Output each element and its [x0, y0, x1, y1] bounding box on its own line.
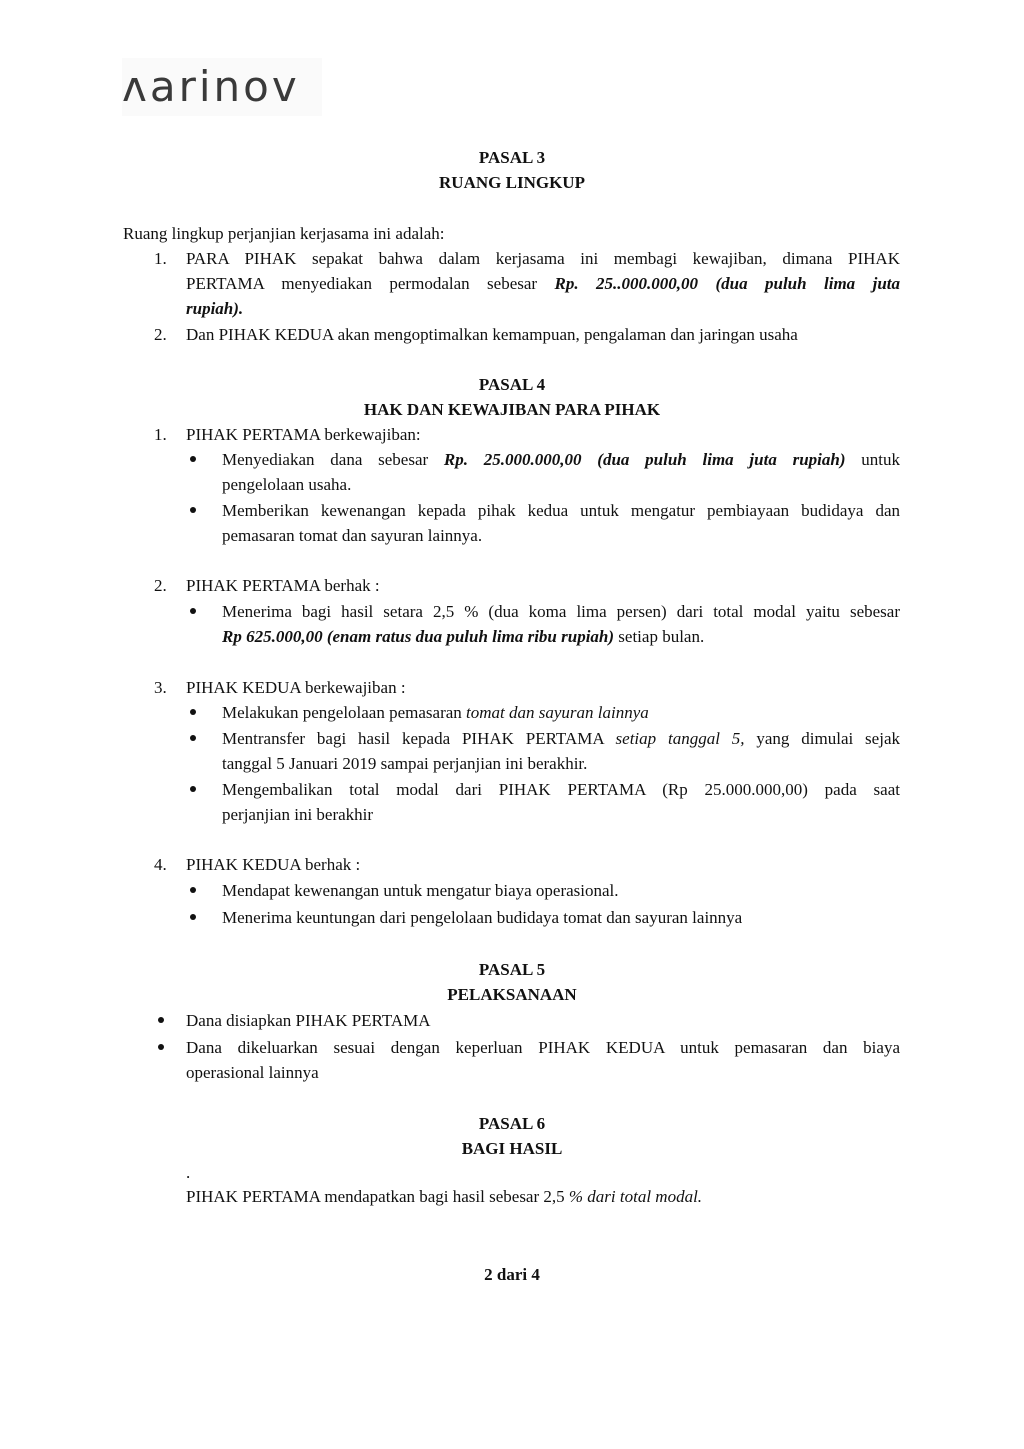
- company-logo: [122, 58, 322, 116]
- pasal4-s1-b2-line1: Memberikan kewenangan kepada pihak kedua untuk mengatur pembiayaan budidaya dan: [222, 501, 900, 520]
- pasal4-s3-heading: PIHAK KEDUA berkewajiban :: [186, 678, 406, 697]
- pasal5-number: PASAL 5: [478, 960, 546, 979]
- pasal4-s1-b1-amount: Rp. 25.000.000,00 (dua puluh lima juta rupiah): [443, 450, 846, 469]
- pasal6-dot: .: [186, 1163, 191, 1182]
- pasal4-s3-b1-italic: tomat dan sayuran lainnya: [466, 703, 649, 722]
- pasal3-item1-line2-text: PERTAMA menyediakan permodalan sebesar: [186, 274, 555, 293]
- pasal4-s1-b1-line2: pengelolaan usaha.: [222, 475, 352, 494]
- pasal4-s3-b3-line2: perjanjian ini berakhir: [222, 805, 374, 824]
- pasal3-item1-amount: Rp. 25..000.000,00 (dua puluh lima juta: [554, 274, 900, 293]
- bullet-icon: [190, 735, 196, 741]
- pasal5-b2-line1: Dana dikeluarkan sesuai dengan keperluan PIHAK KEDUA untuk pemasaran dan biaya: [186, 1038, 900, 1057]
- pasal4-s3-b1-text: Melakukan pengelolaan pemasaran: [222, 703, 467, 722]
- pasal4-s3-b1: [222, 700, 649, 725]
- pasal4-s2-b1-line2: [222, 624, 704, 649]
- pasal4-s3-b2-line1: [222, 726, 900, 751]
- pasal4-s3-b2-italic: setiap tanggal 5,: [615, 729, 745, 748]
- pasal5-title: PELAKSANAAN: [447, 985, 577, 1004]
- pasal3-item2-number: 2.: [154, 325, 167, 344]
- pasal3-item2-text: Dan PIHAK KEDUA akan mengoptimalkan kemampuan, pengalaman dan jaringan usaha: [186, 325, 798, 344]
- bullet-icon: [190, 709, 196, 715]
- pasal3-item1-line2: [186, 271, 900, 296]
- pasal4-s1-b1-line1: [222, 447, 900, 472]
- bullet-icon: [190, 887, 196, 893]
- pasal3-number: PASAL 3: [478, 148, 546, 167]
- pasal4-s3-b2-tail: yang dimulai sejak: [744, 729, 900, 748]
- bullet-icon: [190, 786, 196, 792]
- pasal6-text-main: PIHAK PERTAMA mendapatkan bagi hasil sebesar 2,5: [186, 1187, 569, 1206]
- pasal4-s3-number: 3.: [154, 678, 167, 697]
- pasal4-s1-b2-line2: pemasaran tomat dan sayuran lainnya.: [222, 526, 483, 545]
- pasal6-text: [186, 1184, 702, 1209]
- pasal3-item1-line1: PARA PIHAK sepakat bahwa dalam kerjasama ini membagi kewajiban, dimana PIHAK: [186, 249, 900, 268]
- page-number: 2 dari 4: [484, 1265, 540, 1284]
- pasal5-b2-line2: operasional lainnya: [186, 1063, 319, 1082]
- pasal3-intro: Ruang lingkup perjanjian kerjasama ini adalah:: [123, 224, 445, 243]
- bullet-icon: [158, 1044, 164, 1050]
- bullet-icon: [190, 914, 196, 920]
- bullet-icon: [190, 608, 196, 614]
- pasal4-s1-b1-tail: untuk: [845, 450, 900, 469]
- pasal4-s2-heading: PIHAK PERTAMA berhak :: [186, 576, 380, 595]
- logo-text: ʌarinov: [122, 62, 300, 111]
- pasal4-s1-heading: PIHAK PERTAMA berkewajiban:: [186, 425, 421, 444]
- pasal4-s4-number: 4.: [154, 855, 167, 874]
- pasal3-item1-number: 1.: [154, 249, 167, 268]
- pasal4-s1-number: 1.: [154, 425, 167, 444]
- bullet-icon: [190, 456, 196, 462]
- pasal4-s4-heading: PIHAK KEDUA berhak :: [186, 855, 361, 874]
- pasal4-s2-b1-tail: setiap bulan.: [614, 627, 705, 646]
- pasal3-item1-line3: rupiah).: [186, 299, 244, 318]
- pasal6-text-italic: % dari total modal.: [568, 1187, 703, 1206]
- pasal6-title: BAGI HASIL: [461, 1139, 563, 1158]
- pasal4-s3-b3-line1: Mengembalikan total modal dari PIHAK PERTAMA (Rp 25.000.000,00) pada saat: [222, 780, 900, 799]
- pasal4-s3-b2-text: Mentransfer bagi hasil kepada PIHAK PERTAMA: [222, 729, 616, 748]
- pasal4-s2-b1-amount: Rp 625.000,00 (enam ratus dua puluh lima ribu rupiah): [222, 627, 615, 646]
- pasal5-b1: Dana disiapkan PIHAK PERTAMA: [186, 1011, 431, 1030]
- pasal4-s1-b1-text: Menyediakan dana sebesar: [222, 450, 444, 469]
- pasal3-title: RUANG LINGKUP: [439, 173, 585, 192]
- pasal4-s4-b1: Mendapat kewenangan untuk mengatur biaya operasional.: [222, 881, 619, 900]
- bullet-icon: [158, 1017, 164, 1023]
- pasal4-title: HAK DAN KEWAJIBAN PARA PIHAK: [363, 400, 661, 419]
- bullet-icon: [190, 507, 196, 513]
- pasal4-s2-number: 2.: [154, 576, 167, 595]
- pasal4-number: PASAL 4: [478, 375, 546, 394]
- pasal4-s4-b2: Menerima keuntungan dari pengelolaan budidaya tomat dan sayuran lainnya: [222, 908, 743, 927]
- pasal6-number: PASAL 6: [478, 1114, 546, 1133]
- pasal4-s3-b2-line2: tanggal 5 Januari 2019 sampai perjanjian ini berakhir.: [222, 754, 588, 773]
- pasal4-s2-b1-line1: Menerima bagi hasil setara 2,5 % (dua koma lima persen) dari total modal yaitu sebesar: [222, 602, 900, 621]
